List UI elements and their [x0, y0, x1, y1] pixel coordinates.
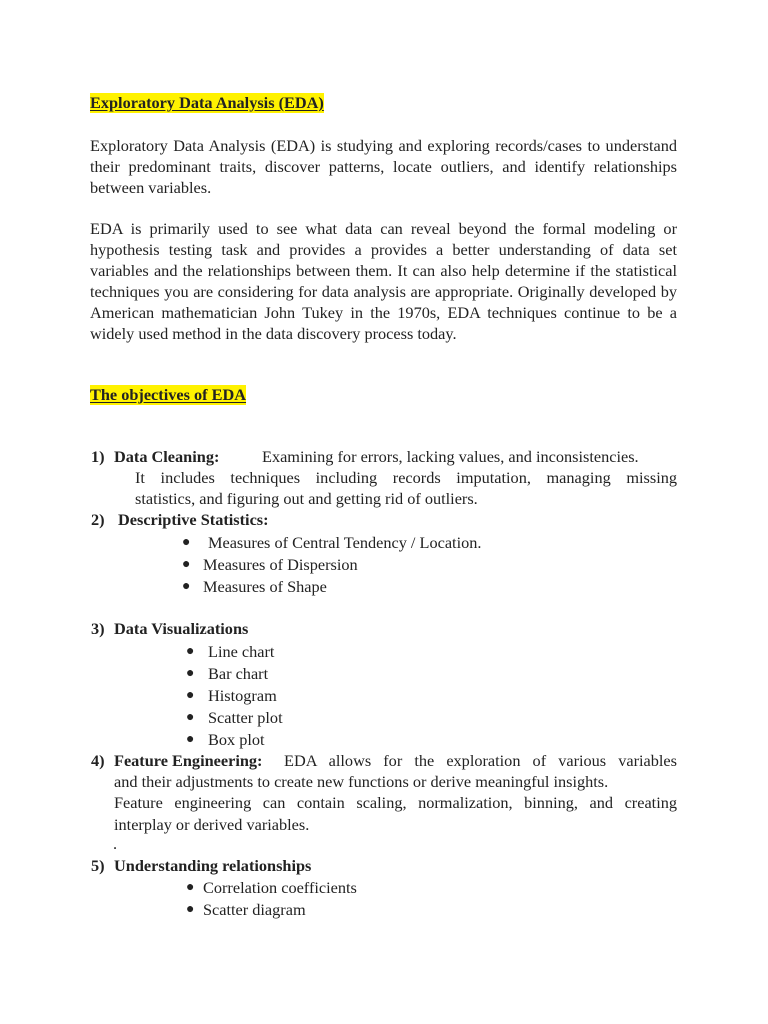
item-4-number: 4)	[91, 751, 105, 770]
bullet-icon: ●	[186, 902, 195, 917]
item-3-bullet: Histogram	[208, 686, 277, 705]
item-2-bullet: Measures of Central Tendency / Location.	[208, 533, 482, 552]
bullet-icon: ●	[186, 666, 195, 681]
item-3-bullet: Line chart	[208, 642, 275, 661]
objectives-title: The objectives of EDA	[90, 385, 247, 404]
item-3-bullet: Box plot	[208, 730, 265, 749]
item-1-heading: Data Cleaning:	[114, 447, 220, 466]
item-2-number: 2)	[91, 510, 105, 529]
item-2-bullet: Measures of Shape	[203, 577, 327, 596]
item-3-number: 3)	[91, 619, 105, 638]
item-3-bullet: Scatter plot	[208, 708, 283, 727]
item-4-text-line-4: interplay or derived variables.	[114, 815, 310, 834]
stray-period: .	[113, 834, 118, 853]
item-5-heading: Understanding relationships	[114, 856, 312, 875]
bullet-icon: ●	[186, 644, 195, 659]
item-5-number: 5)	[91, 856, 105, 875]
item-2-heading: Descriptive Statistics:	[118, 510, 269, 529]
item-4-heading: Feature Engineering:	[114, 751, 263, 770]
item-3-bullet: Bar chart	[208, 664, 269, 683]
document-title: Exploratory Data Analysis (EDA)	[90, 93, 324, 112]
item-1-text-line-2: It includes techniques including records imputation, managing missing	[135, 468, 677, 487]
item-1-text-line-1: Examining for errors, lacking values, and inconsistencies.	[262, 447, 639, 466]
item-4-text-line-1: EDA allows for the exploration of various variables	[284, 751, 677, 770]
item-1-text-line-3: statistics, and figuring out and getting rid of outliers.	[135, 489, 478, 508]
bullet-icon: ●	[182, 557, 191, 572]
bullet-icon: ●	[186, 880, 195, 895]
item-4-text-line-3: Feature engineering can contain scaling, normalization, binning, and creating	[114, 793, 677, 812]
item-4-text-line-2: and their adjustments to create new functions or derive meaningful insights.	[114, 772, 609, 791]
bullet-icon: ●	[186, 732, 195, 747]
bullet-icon: ●	[182, 535, 191, 550]
bullet-icon: ●	[186, 688, 195, 703]
item-2-bullet: Measures of Dispersion	[203, 555, 358, 574]
intro-paragraph-2: EDA is primarily used to see what data can reveal beyond the formal modeling or hypothesis testing task and provides a provides a better understanding of data set variables and the relationships between them. It can also help determine if the statistical techniques you are considering for data analysis are appropriate. Originally developed by American mathematician John Tukey in the 1970s, EDA techniques continue to be a widely used method in the data discovery process today.	[90, 219, 677, 343]
intro-paragraph-1: Exploratory Data Analysis (EDA) is studying and exploring records/cases to understand their predominant traits, discover patterns, locate outliers, and identify relationships between variables.	[90, 136, 677, 197]
bullet-icon: ●	[182, 579, 191, 594]
item-5-bullet: Correlation coefficients	[203, 878, 357, 897]
bullet-icon: ●	[186, 710, 195, 725]
item-3-heading: Data Visualizations	[114, 619, 249, 638]
item-1-number: 1)	[91, 447, 105, 466]
item-5-bullet: Scatter diagram	[203, 900, 306, 919]
